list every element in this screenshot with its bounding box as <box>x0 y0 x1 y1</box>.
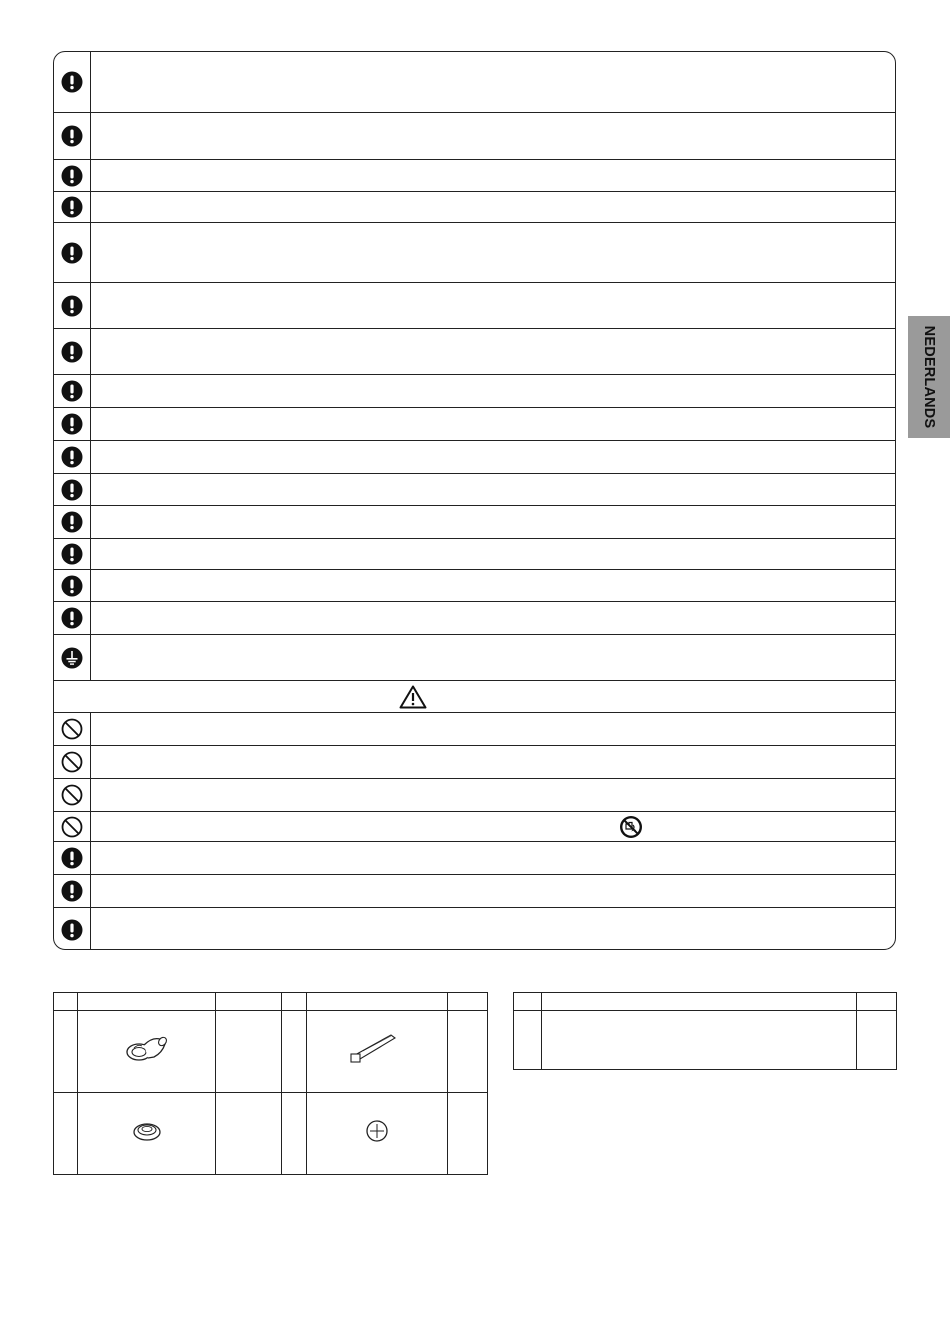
drain-elbow-icon <box>122 1029 172 1069</box>
caution-row <box>54 811 895 841</box>
mandatory-icon <box>61 380 83 402</box>
warning-row <box>54 222 895 282</box>
language-tab <box>908 316 950 438</box>
item-quantity-cell <box>448 1093 488 1175</box>
mandatory-icon <box>61 341 83 363</box>
item-picture-cell <box>78 1093 216 1175</box>
caution-row <box>54 745 895 778</box>
warning-row-earth <box>54 634 895 680</box>
safety-instructions-box <box>53 51 896 950</box>
header-cell <box>78 993 216 1011</box>
accessories-table-left <box>53 992 488 1175</box>
mandatory-icon <box>61 242 83 264</box>
table-row <box>54 1093 488 1175</box>
caution-row <box>54 874 895 907</box>
item-quantity-cell <box>216 1011 282 1093</box>
caution-row <box>54 841 895 874</box>
screw-icon <box>363 1117 391 1145</box>
header-cell <box>282 993 307 1011</box>
item-description-cell <box>542 1011 857 1070</box>
mandatory-icon <box>61 919 83 941</box>
item-number-cell <box>54 1011 78 1093</box>
prohibited-icon <box>61 751 83 773</box>
mandatory-icon <box>61 413 83 435</box>
caution-row <box>54 907 895 950</box>
prohibited-icon <box>61 784 83 806</box>
header-cell <box>514 993 542 1011</box>
warning-triangle-icon <box>399 685 427 709</box>
header-cell <box>307 993 448 1011</box>
mandatory-icon <box>61 607 83 629</box>
table-header-row <box>514 993 897 1011</box>
header-cell <box>857 993 897 1011</box>
mandatory-icon <box>61 479 83 501</box>
caution-row <box>54 778 895 811</box>
header-cell <box>448 993 488 1011</box>
do-not-touch-wet-hands-icon <box>619 815 643 839</box>
item-quantity-cell <box>216 1093 282 1175</box>
item-number-cell <box>514 1011 542 1070</box>
prohibited-icon <box>61 718 83 740</box>
mandatory-icon <box>61 847 83 869</box>
mandatory-icon <box>61 446 83 468</box>
warning-row <box>54 374 895 407</box>
header-cell <box>54 993 78 1011</box>
item-number-cell <box>54 1093 78 1175</box>
warning-row <box>54 191 895 222</box>
item-quantity-cell <box>857 1011 897 1070</box>
warning-row <box>54 52 895 112</box>
earth-ground-icon <box>61 647 83 669</box>
mandatory-icon <box>61 71 83 93</box>
item-number-cell <box>282 1011 307 1093</box>
warning-row <box>54 328 895 374</box>
table-header-row <box>54 993 488 1011</box>
warning-row <box>54 505 895 538</box>
warning-row <box>54 282 895 328</box>
cable-tie-icon <box>347 1029 407 1069</box>
header-cell <box>542 993 857 1011</box>
warning-row <box>54 473 895 505</box>
item-picture-cell <box>307 1093 448 1175</box>
caution-row <box>54 712 895 745</box>
item-number-cell <box>282 1093 307 1175</box>
rubber-cap-icon <box>130 1118 164 1144</box>
warning-row <box>54 407 895 440</box>
mandatory-icon <box>61 575 83 597</box>
item-picture-cell <box>307 1011 448 1093</box>
mandatory-icon <box>61 125 83 147</box>
mandatory-icon <box>61 165 83 187</box>
mandatory-icon <box>61 880 83 902</box>
warning-row <box>54 159 895 191</box>
header-cell <box>216 993 282 1011</box>
prohibited-icon <box>61 816 83 838</box>
language-tab-label: NEDERLANDS <box>921 325 937 429</box>
caution-header <box>54 680 895 712</box>
warning-row <box>54 440 895 473</box>
warning-row <box>54 569 895 601</box>
mandatory-icon <box>61 295 83 317</box>
warning-row <box>54 601 895 634</box>
table-row <box>514 1011 897 1070</box>
mandatory-icon <box>61 543 83 565</box>
warning-row <box>54 538 895 569</box>
item-picture-cell <box>78 1011 216 1093</box>
mandatory-icon <box>61 511 83 533</box>
accessories-table-right <box>513 992 897 1070</box>
table-row <box>54 1011 488 1093</box>
mandatory-icon <box>61 196 83 218</box>
item-quantity-cell <box>448 1011 488 1093</box>
warning-row <box>54 112 895 159</box>
